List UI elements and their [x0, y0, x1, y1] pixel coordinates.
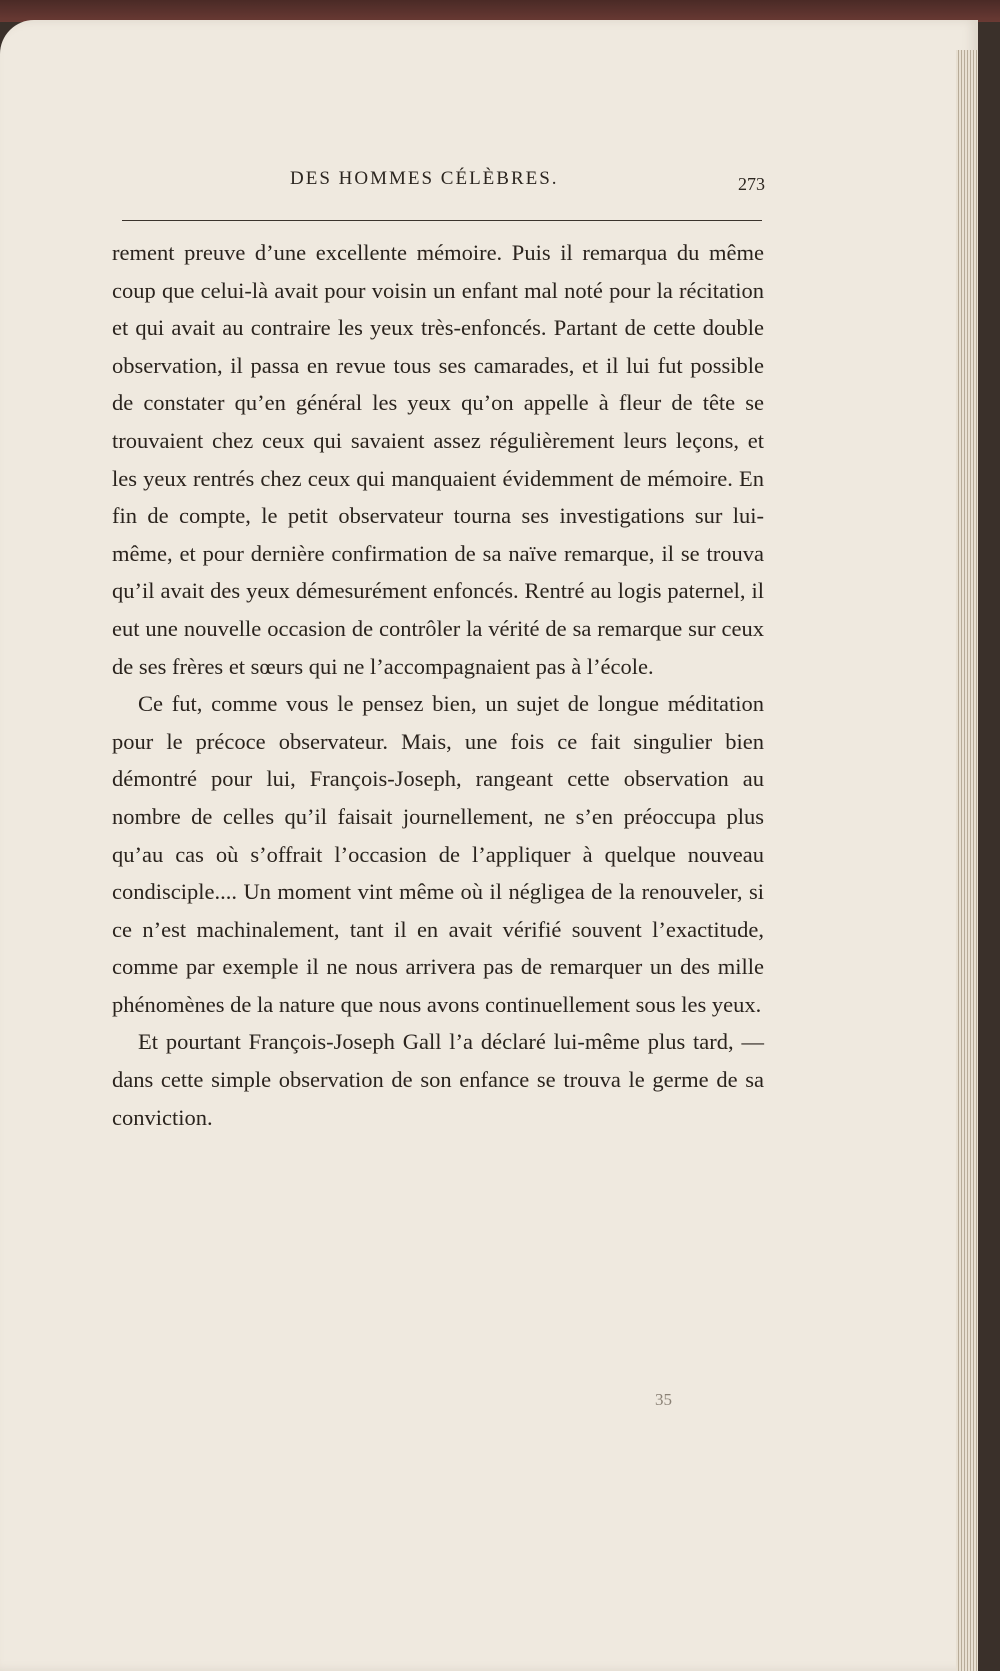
- book-top-edge: [0, 0, 1000, 22]
- paragraph-3: Et pourtant François-Joseph Gall l’a déclaré lui-même plus tard, — dans cette simple observation de son enfance se trouva le germe de sa conviction.: [112, 1029, 764, 1130]
- paragraph-2: Ce fut, comme vous le pensez bien, un sujet de longue méditation pour le précoce observateur. Mais, une fois ce fait singulier bien démontré pour lui, François-Joseph, rangeant cette observation au nombre de celles qu’il faisait journellement, ne s’en préoccupa plus qu’au cas où s’offrait l’occasion de l’appliquer à quelque nouveau condisciple.... Un moment vint même où il négligea de la renouveler, si ce n’est machinalement, tant il en avait vérifié souvent l’exactitude, comme par exemple il ne nous arrivera pas de remarquer un des mille phénomènes de la nature que nous avons continuellement sous les yeux.: [112, 691, 764, 1017]
- paragraph-1: rement preuve d’une excellente mémoire. Puis il remarqua du même coup que celui-là avait pour voisin un enfant mal noté pour la récitation et qui avait au contraire les yeux très-enfoncés. Partant de cette double observation, il passa en revue tous ses camarades, et il lui fut possible de constater qu’en général les yeux qu’on appelle à fleur de tête se trouvaient chez ceux qui savaient assez régulièrement leurs leçons, et les yeux rentrés chez ceux qui manquaient évidemment de mémoire. En fin de compte, le petit observateur tourna ses investigations sur lui-même, et pour dernière confirmation de sa naïve remarque, il se trouva qu’il avait des yeux démesurément enfoncés. Rentré au logis paternel, il eut une nouvelle occasion de contrôler la vérité de sa remarque sur ceux de ses frères et sœurs qui ne l’accompagnaient pas à l’école.: [112, 240, 764, 679]
- page-stack-edge: [956, 50, 978, 1671]
- header-rule: [122, 220, 762, 221]
- signature-mark: 35: [655, 1390, 672, 1409]
- page-header: [110, 168, 765, 198]
- page-number: 273: [738, 174, 765, 194]
- body-text: [112, 234, 764, 1136]
- running-head: DES HOMMES CÉLÈBRES.: [290, 168, 559, 189]
